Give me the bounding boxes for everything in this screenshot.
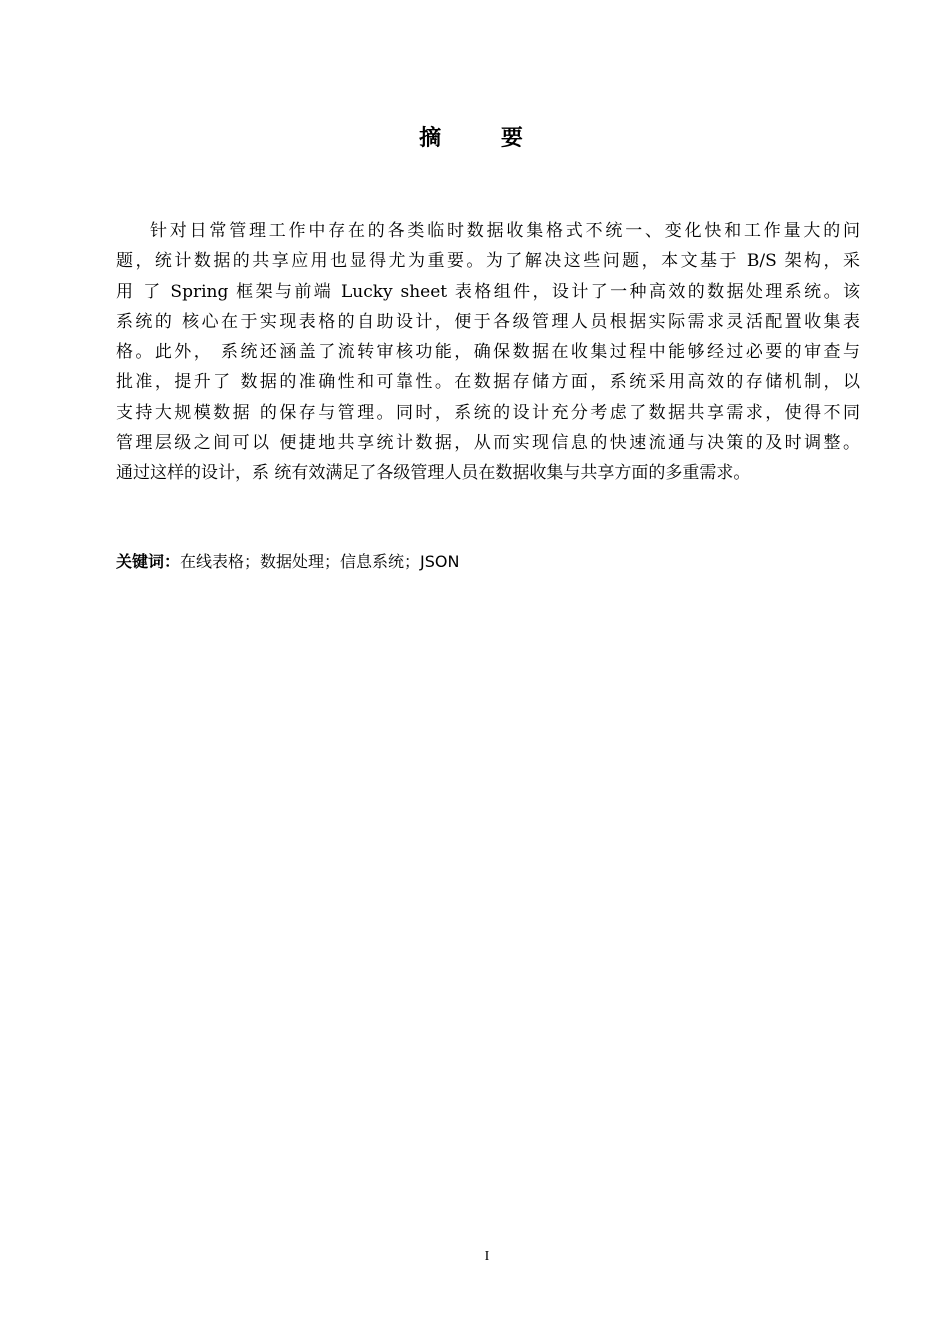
abstract-line: 题，统计数据的共享应用也显得尤为重要。为了解决这些问题，本文基于 B/S 架构，采 — [116, 251, 860, 272]
abstract-line: 格。此外， 系统还涵盖了流转审核功能，确保数据在收集过程中能够经过必要的审查与 — [116, 342, 860, 363]
keywords-value: 在线表格；数据处理；信息系统；JSON — [180, 552, 460, 571]
abstract-line: 系统的 核心在于实现表格的自助设计，便于各级管理人员根据实际需求灵活配置收集表 — [116, 311, 860, 332]
abstract-line: 用 了 Spring 框架与前端 Lucky sheet 表格组件，设计了一种高效的数据处理系统。该 — [116, 281, 860, 302]
page-number: I — [484, 1249, 490, 1264]
abstract-line: 针对日常管理工作中存在的各类临时数据收集格式不统一、变化快和工作量大的问 — [150, 221, 860, 241]
abstract-line: 支持大规模数据 的保存与管理。同时，系统的设计充分考虑了数据共享需求，使得不同 — [116, 402, 860, 423]
abstract-body — [116, 216, 860, 489]
abstract-line: 批准，提升了 数据的准确性和可靠性。在数据存储方面，系统采用高效的存储机制，以 — [116, 372, 860, 393]
keywords-line — [116, 548, 459, 576]
abstract-line: 通过这样的设计，系 统有效满足了各级管理人员在数据收集与共享方面的多重需求。 — [116, 463, 751, 484]
keywords-label: 关键词： — [116, 552, 181, 571]
abstract-line: 管理层级之间可以 便捷地共享统计数据，从而实现信息的快速流通与决策的及时调整。 — [116, 433, 860, 454]
abstract-title: 摘 要 — [419, 126, 549, 151]
